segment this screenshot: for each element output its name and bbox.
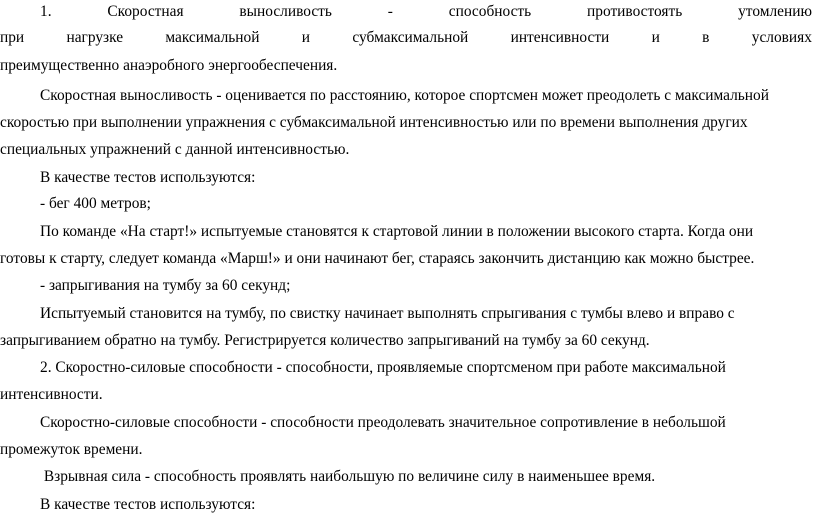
word: в — [702, 29, 710, 46]
paragraph-1-line-2 — [0, 28, 812, 48]
word: Скоростная — [107, 3, 184, 20]
paragraph-2-line-1: Скоростная выносливость - оценивается по расстоянию, которое спортсмен может преодолеть с максимальной — [40, 87, 769, 104]
paragraph-1-line-3: преимущественно анаэробного энергообеспечения. — [0, 57, 338, 74]
paragraph-9-line-2: промежуток времени. — [0, 441, 143, 458]
paragraph-5-line-2: готовы к старту, следует команда «Марш!» и они начинают бег, стараясь закончить дистанцию как можно быстрее. — [0, 250, 755, 267]
word: способность — [448, 3, 532, 20]
word: противостоять — [587, 3, 683, 20]
word: и — [301, 29, 311, 46]
paragraph-4: - бег 400 метров; — [40, 195, 151, 212]
word: - — [387, 3, 393, 20]
paragraph-7-line-1: Испытуемый становится на тумбу, по свистку начинает выполнять спрыгивания с тумбы влево и вправо с — [40, 305, 735, 322]
word: интенсивности — [510, 29, 610, 46]
paragraph-9-line-1: Скоростно-силовые способности - способности преодолевать значительное сопротивление в небольшой — [40, 414, 726, 431]
paragraph-6: - запрыгивания на тумбу за 60 секунд; — [40, 277, 291, 294]
paragraph-8-line-1: 2. Скоростно-силовые способности - способности, проявляемые спортсменом при работе максимальной — [40, 359, 726, 376]
word: нагрузке — [66, 29, 124, 46]
paragraph-1-line-1 — [40, 2, 812, 22]
paragraph-2-line-2: скоростью при выполнении упражнения с субмаксимальной интенсивностью или по времени выполнения других — [0, 114, 748, 131]
paragraph-5-line-1: По команде «На старт!» испытуемые становятся к стартовой линии в положении высокого старта. Когда они — [40, 223, 754, 240]
word: 1. — [40, 3, 52, 20]
word: условиях — [751, 29, 812, 46]
paragraph-7-line-2: запрыгиванием обратно на тумбу. Регистрируется количество запрыгиваний на тумбу за 60 секунд. — [0, 332, 650, 349]
word: субмаксимальной — [352, 29, 469, 46]
word: максимальной — [165, 29, 260, 46]
paragraph-11: В качестве тестов используются: — [40, 496, 256, 513]
paragraph-10: Взрывная сила - способность проявлять наибольшую по величине силу в наименьшее время. — [40, 468, 656, 485]
paragraph-2-line-3: специальных упражнений с данной интенсивностью. — [0, 141, 350, 158]
word: выносливость — [239, 3, 332, 20]
word: и — [651, 29, 660, 46]
paragraph-8-line-2: интенсивности. — [0, 386, 103, 403]
word: при — [0, 29, 25, 46]
word: утомлению — [738, 3, 812, 20]
paragraph-3: В качестве тестов используются: — [40, 169, 256, 186]
